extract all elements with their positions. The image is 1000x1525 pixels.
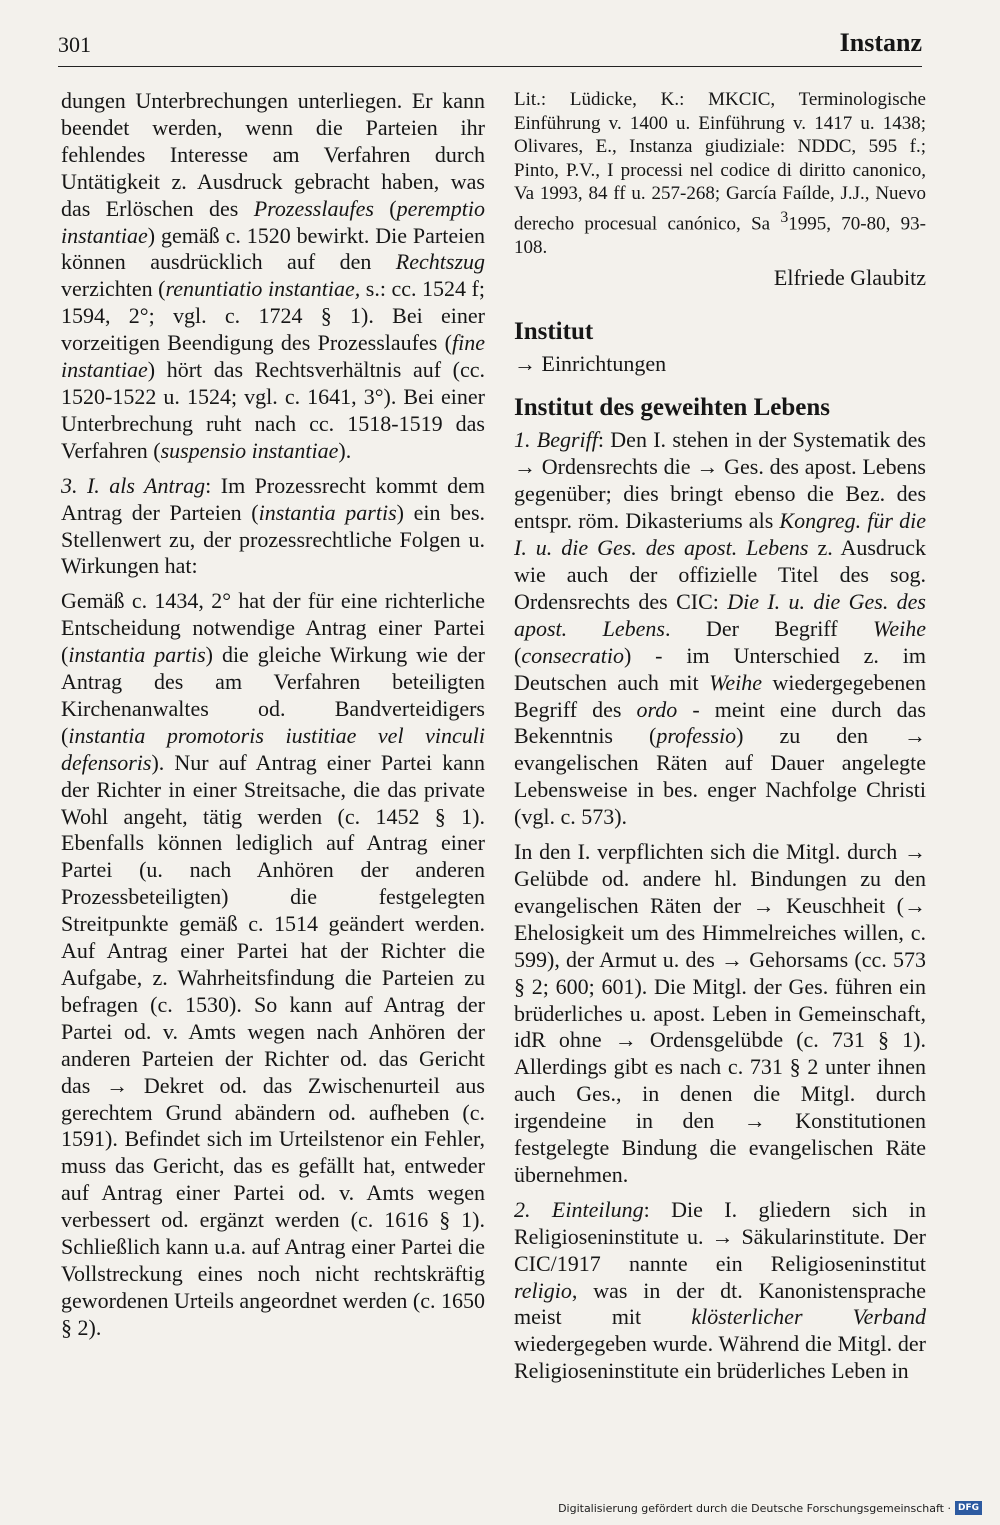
paragraph: 1. Begriff: Den I. stehen in der Systematik des → Ordensrechts die → Ges. des apost. Lebens gegenüber; dies bringt ebenso die Bez. des entspr. röm. Dikasteriums als Kongreg. für die I. u. die Ges. des apost. Lebens z. Ausdruck wie auch der offizielle Titel des sog. Ordensrechts des CIC: Die I. u. die Ges. des apost. Lebens. Der Begriff Weihe (consecratio) - im Unterschied z. im Deutschen auch mit Weihe wiedergegebenen Begriff des ordo - meint eine durch das Bekenntnis (professio) zu den → evangelischen Räten auf Dauer angelegte Lebensweise in bes. enger Nachfolge Christi (vgl. c. 573). [514,427,927,830]
paragraph: In den I. verpflichten sich die Mitgl. durch → Gelübde od. andere hl. Bindungen zu den evangelischen Räten der → Keuschheit (→ Ehelosigkeit um des Himmelreiches willen, c. 599), der Armut u. des → Gehorsams (cc. 573 § 2; 600; 601). Die Mitgl. der Ges. führen ein brüderliches u. apost. Leben in Gemeinschaft, idR ohne → Ordensgelübde (c. 731 § 1). Allerdings gibt es nach c. 731 § 2 unter ihnen auch Ges., in denen die Mitgl. durch irgendeine in den → Konstitutionen festgelegte Bindung die evangelischen Räte übernehmen. [514,839,926,1187]
entry-heading: Institut des geweihten Lebens [514,394,830,422]
left-column [61,88,485,1350]
cross-reference: → Einrichtungen [514,351,667,377]
literature-list: Lit.: Lüdicke, K.: MKCIC, Terminologische Einführung v. 1400 u. Einführung v. 1417 u. 1438; Olivares, E., Instanza giudiziale: NDDC, 595 f.; Pinto, P.V., I processi nel codice di diritto canonico, Va 1993, 84 ff u. 257-268; García Faílde, J.J., Nuevo derecho procesual canónico, Sa $^3$1995, 70-80, 93-108. [514,89,926,258]
paragraph: 2. Einteilung: Die I. gliedern sich in Religioseninstitute u. → Säkularinstitute. Der CIC/1917 nannte ein Religioseninstitut religio, was in der dt. Kanonistensprache meist mit klösterlicher Verband wiedergegeben wurde. Während die Mitgl. der Religioseninstitute ein brüderliches Leben in [514,1196,926,1384]
entry-body [514,427,926,1385]
dfg-logo: DFG [955,1501,982,1515]
right-column [514,88,926,1393]
paragraph: 3. I. als Antrag: Im Prozessrecht kommt dem Antrag der Parteien (instantia partis) ein bes. Stellenwert zu, der prozessrechtliche Folgen u. Wirkungen hat: [61,472,486,579]
paragraph: Gemäß c. 1434, 2° hat der für eine richterliche Entscheidung notwendige Antrag einer Partei (instantia partis) die gleiche Wirkung wie der Antrag des am Verfahren beteiligten Kirchenanwaltes od. Bandverteidigers (instantia promotoris iustitiae vel vinculi defensoris). Nur auf Antrag einer Partei kann der Richter in einer Streitsache, die das private Wohl angeht, tätig werden (c. 1452 § 1). Ebenfalls können lediglich auf Antrag einer Partei (u. nach Anhören der anderen Prozessbeteiligten) die festgelegten Streitpunkte gemäß c. 1514 geändert werden. Auf Antrag einer Partei hat der Richter die Aufgabe, z. Wahrheitsfindung die Parteien zu befragen (c. 1530). So kann auf Antrag der Partei od. v. Amts wegen nach Anhören der anderen Parteien der Richter od. das Gericht das → Dekret od. das Zwischenurteil aus gerechtem Grund abändern od. aufheben (c. 1591). Befindet sich im Urteilstenor ein Fehler, muss das Gericht, das es gefällt hat, entweder auf Antrag einer Partei od. v. Amts wegen verbessert od. ergänzt werden (c. 1616 § 1). Schließlich kann u.a. auf Antrag einer Partei die Vollstreckung eines noch nicht rechtskräftig gewordenen Urteils angeordnet werden (c. 1650 § 2). [61,588,485,1340]
running-head: Instanz [839,28,922,57]
footer-text: Digitalisierung gefördert durch die Deutsche Forschungsgemeinschaft · [558,1501,951,1515]
page-header [58,24,922,60]
entry-heading: Institut [514,318,594,346]
header-rule [58,66,922,67]
paragraph: dungen Unterbrechungen unterliegen. Er kann beendet werden, wenn die Parteien ihr fehlendes Interesse am Verfahren durch Untätigkeit z. Ausdruck gebracht haben, was das Erlöschen des Prozesslaufes (peremptio instantiae) gemäß c. 1520 bewirkt. Die Parteien können ausdrücklich auf den Rechtszug verzichten (renuntiatio instantiae, s.: cc. 1524 f; 1594, 2°; vgl. c. 1724 § 1). Bei einer vorzeitigen Beendigung des Prozesslaufes (fine instantiae) hört das Rechtsverhältnis auf (cc. 1520-1522 u. 1524; vgl. c. 1641, 3°). Bei einer Unterbrechung ruht nach cc. 1518-1519 das Verfahren (suspensio instantiae). [61,88,486,463]
digitization-footer [558,1501,982,1515]
page-number: 301 [58,32,91,57]
author-name: Elfriede Glaubitz [773,265,926,291]
